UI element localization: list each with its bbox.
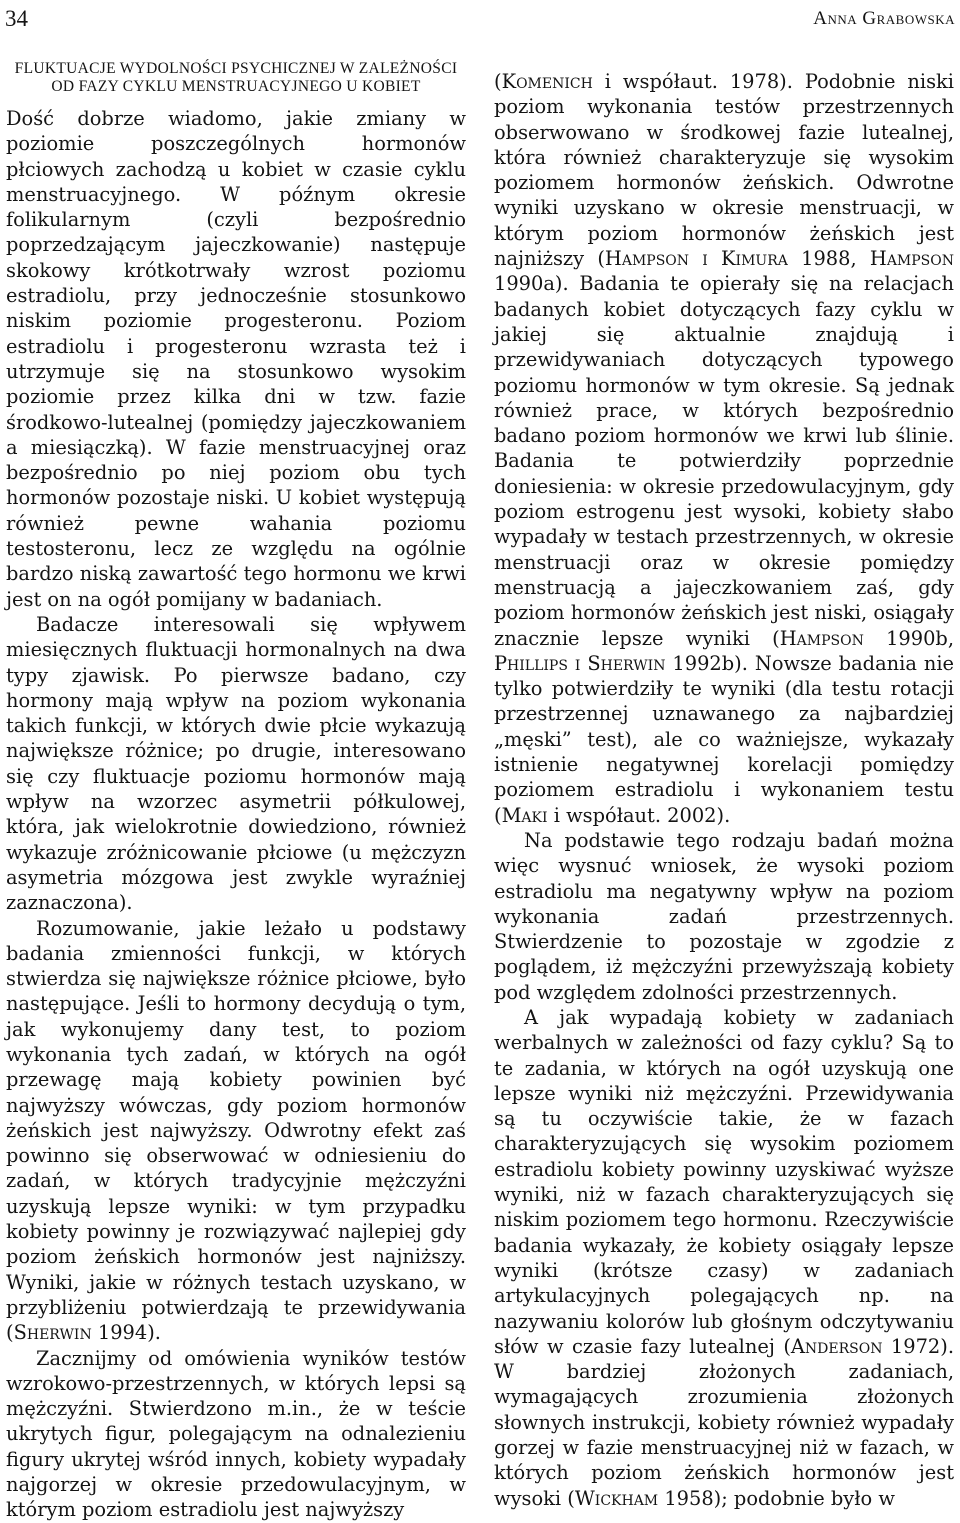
- citation-author: Hampson: [779, 626, 864, 650]
- paragraph: [494, 1005, 954, 1511]
- paragraph-text: 1958); podobnie było w: [658, 1486, 895, 1510]
- paragraph-text: 1990a). Badania te opierały się na relacjach badanych kobiet dotyczących fazy cyklu w jakiej się aktualnie znajdują i przewidywaniach dotyczących typowego poziomu hormonów w tym okresie. Są jednak również prace, w których bezpośrednio badano poziom hormonów we krwi lub ślinie. Badania te potwierdziły poprzednie doniesienia: w okresie przedowulacyjnym, gdy poziom estrogenu jest wysoki, kobiety słabo wypadały w testach przestrzennych, w okresie menstruacji oraz w okresie pomiędzy menstruacją a jajeczkowaniem zaś, gdy poziom hormonów żeńskich jest niski, osiągały znacznie lepsze wyniki (: [494, 272, 954, 650]
- paragraph-text: Rozumowanie, jakie leżało u podstawy badania zmienności funkcji, w których stwierdza się największe różnice płciowe, było następujące. Jeśli to hormony decydują o tym, jak wykonujemy dany test, to poziom wykonania tych zadań, w których na ogół przewagę mają kobiety powinien być najwyższy wówczas, gdy poziom hormonów żeńskich jest najwyższy. Odwrotny efekt zaś powinno się obserwować w odniesieniu do zadań, w których tradycyjnie mężczyźni uzyskują lepsze wyniki: w tym przypadku kobiety powinny je rozwiązywać najlepiej gdy poziom żeńskich hormonów jest najniższy. Wyniki, jakie w różnych testach uzyskano, w przybliżeniu potwierdzają te przewidywania (: [6, 916, 466, 1345]
- paragraph-text: (: [494, 70, 502, 93]
- paragraph-text: i współaut. 2002).: [547, 803, 731, 827]
- page-header: [5, 6, 955, 36]
- paragraph: Na podstawie tego rodzaju badań można więc wysnuć wniosek, że wysoki poziom estradiolu ma negatywny wpływ na poziom wykonania zadań przestrzennych. Stwierdzenie to pozostaje w zgodzie z poglądem, iż mężczyźni przewyższają kobiety pod względem zdolności przestrzennych.: [494, 828, 954, 1004]
- paragraph: Badacze interesowali się wpływem miesięcznych fluktuacji hormonalnych na dwa typy zjawisk. Po pierwsze badano, czy hormony mają wpływ na poziom wykonania takich funkcji, w których dwie płcie wykazują największe różnice; po drugie, interesowano się czy fluktuacje poziomu hormonów mają wpływ na wzorzec asymetrii półkulowej, która, jak wielokrotnie dowiedziono, również wykazuje zróżnicowanie płciowe (u mężczyzn asymetria mózgowa jest zwykle wyraźniej zaznaczona).: [6, 612, 466, 915]
- paragraph: Dość dobrze wiadomo, jakie zmiany w poziomie poszczególnych hormonów płciowych zachodzą u kobiet w czasie cyklu menstruacyjnego. W późnym okresie folikularnym (czyli bezpośrednio poprzedzającym jajeczkowanie) następuje skokowy krótkotrwały wzrost poziomu estradiolu, przy jednocześnie stosunkowo niskim poziomie progesteronu. Poziom estradiolu i progesteronu wzrasta też i utrzymuje się na stosunkowo wysokim poziomie przez kilka dni w tzw. fazie środkowo-lutealnej (pomiędzy jajeczkowaniem a miesiączką). W fazie menstruacyjnej oraz bezpośrednio po niej poziom obu tych hormonów pozostaje niski. U kobiet występują również pewne wahania poziomu testosteronu, lecz ze względu na ogólnie bardzo niską zawartość tego hormonu we krwi jest on na ogół pomijany w badaniach.: [6, 107, 466, 611]
- citation-author: Sherwin: [13, 1321, 92, 1345]
- paragraph-text: A jak wypadają kobiety w zadaniach werbalnych w zależności od fazy cyklu? Są to te zadania, w których na ogół uzyskują one lepsze wyniki niż mężczyźni. Przewidywania są tu oczywiście takie, że w fazach charakteryzujących się wysokim poziomem estradiolu kobiety powinny uzyskiwać wyższe wyniki, niż w fazach charakteryzujących się niskim poziomem tego hormonu. Rzeczywiście badania wykazały, że kobiety osiągały lepsze wyniki (krótsze czasy) w zadaniach artykulacyjnych polegających np. na nazywaniu kolorów lub głośnym odczytywaniu słów w czasie fazy lutealnej (: [494, 1005, 954, 1358]
- running-head: Anna Grabowska: [813, 8, 955, 29]
- citation-author: Maki: [501, 803, 548, 827]
- citation-author: Anderson: [790, 1334, 883, 1358]
- right-column: [494, 69, 954, 1510]
- paragraph-text: 1972). W bardziej złożonych zadaniach, wymagających zrozumienia złożonych słownych instrukcji, kobiety również wypadały gorzej w fazie menstruacyjnej niż w fazach, w których poziom żeńskich hormonów jest wysoki (: [494, 1334, 954, 1510]
- citation-author: Wickham: [574, 1486, 659, 1510]
- paragraph: Zacznijmy od omówienia wyników testów wzrokowo-przestrzennych, w których lepsi są mężczyźni. Stwierdzono m.in., że w teście ukrytych figur, polegającym na odnalezieniu figury ukrytej wśród innych, kobiety wypadały najgorzej w okresie przedowulacyjnym, w którym poziom estradiolu jest najwyższy: [6, 1346, 466, 1522]
- paragraph-text: 1988,: [787, 247, 870, 271]
- citation-author: Hampson: [869, 247, 954, 271]
- left-column: [6, 60, 466, 1522]
- citation-author: Hampson i Kimura: [604, 247, 788, 271]
- section-title: FLUKTUACJE WYDOLNOŚCI PSYCHICZNEJ W ZALEŻNOŚCI OD FAZY CYKLU MENSTRUACYJNEGO U KOBIET: [14, 60, 458, 95]
- paragraph: [494, 69, 954, 828]
- paragraph-text: 1994).: [91, 1321, 161, 1345]
- citation-author: Komenich: [501, 70, 593, 93]
- page-number: 34: [5, 6, 28, 31]
- paragraph-text: 1992b). Nowsze badania nie tylko potwierdziły te wyniki (dla testu rotacji przestrzennej uznawanego za najbardziej „męski” test), ale co ważniejsze, wykazały istnienie negatywnej korelacji pomiędzy poziomem estradiolu i wykonaniem testu (: [494, 651, 954, 827]
- citation-author: Phillips i Sherwin: [494, 651, 666, 675]
- paragraph: [6, 916, 466, 1346]
- paragraph-text: 1990b,: [863, 626, 954, 650]
- paragraph-text: i współaut. 1978). Podobnie niski poziom wykonania testów przestrzennych obserwowano w środkowej fazie lutealnej, która również charakteryzuje się wysokim poziomem hormonów żeńskich. Odwrotne wyniki uzyskano w okresie menstruacji, w którym poziom hormonów żeńskich jest najniższy (: [494, 70, 954, 271]
